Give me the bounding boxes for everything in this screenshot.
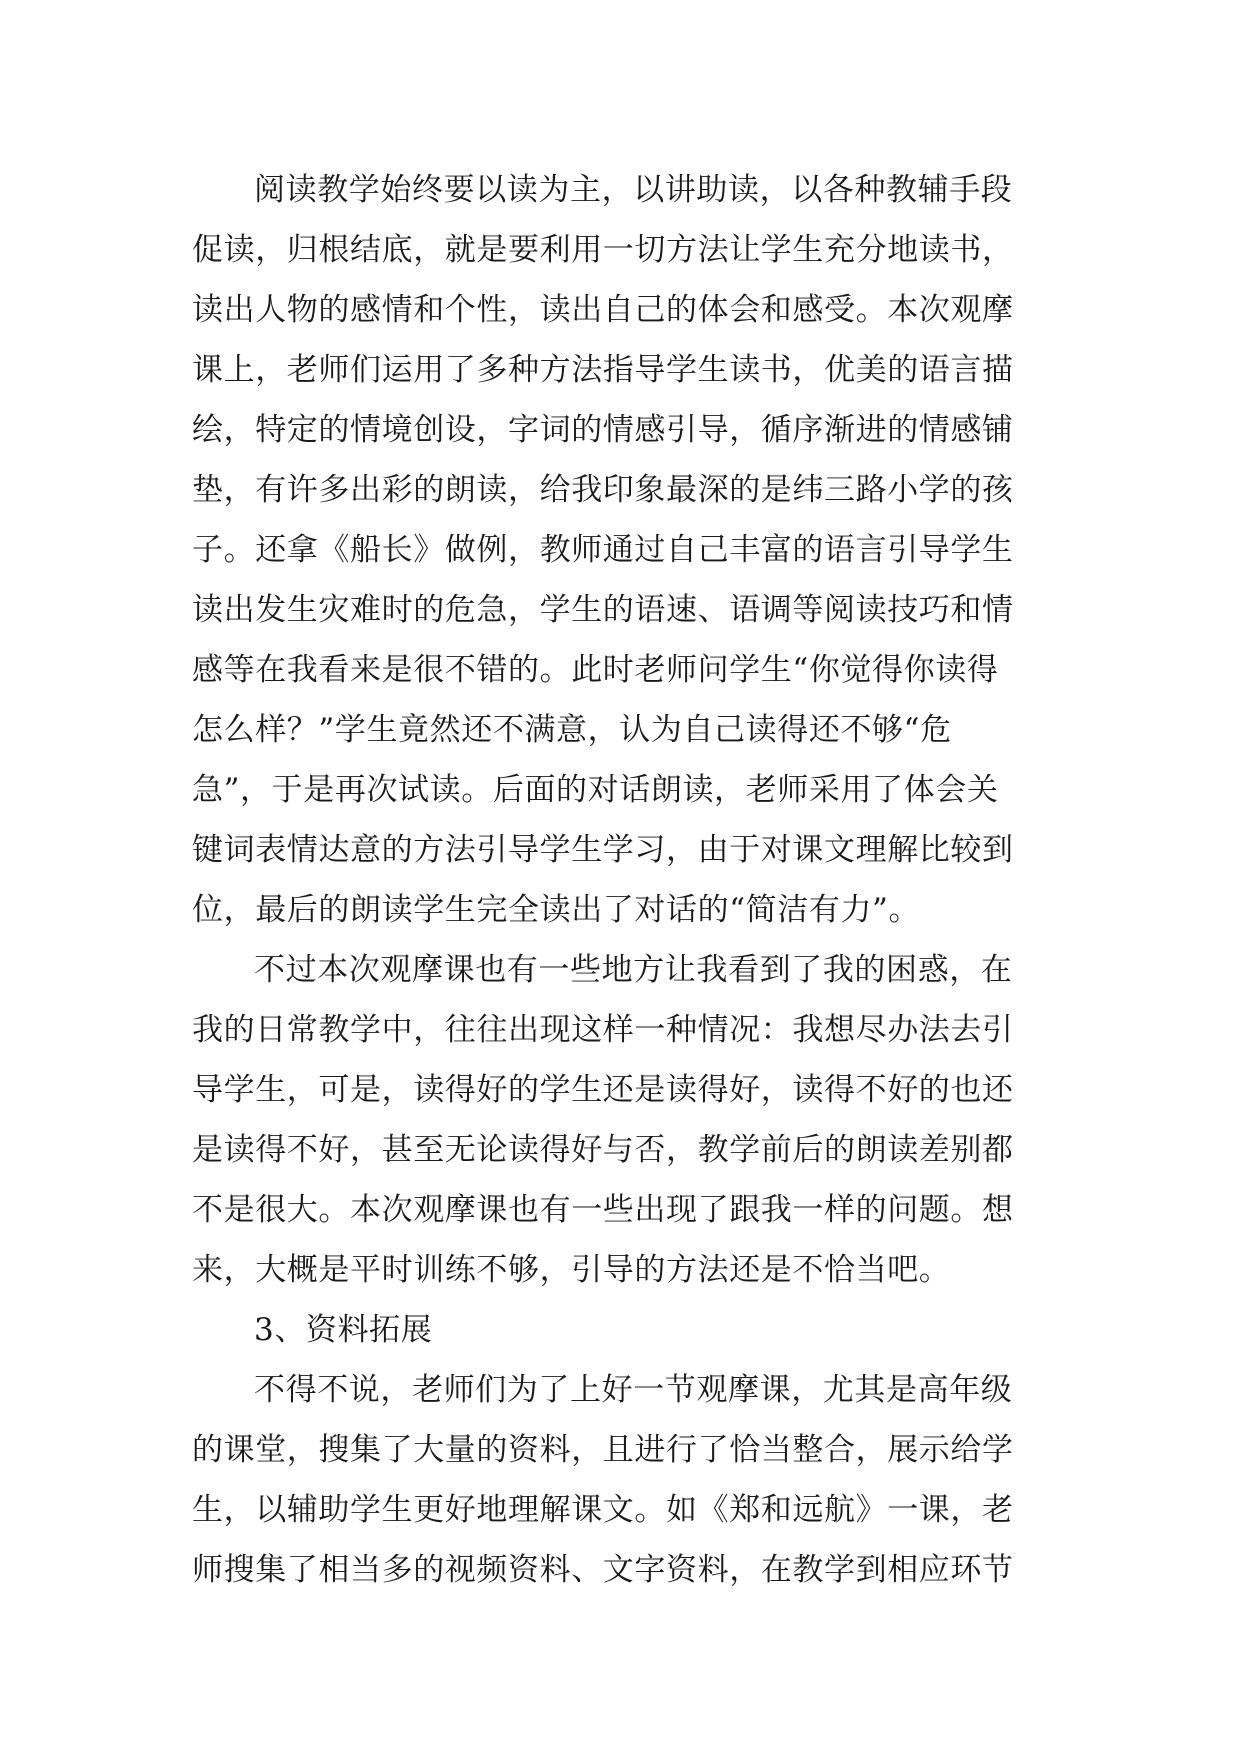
text-line: 感等在我看来是很不错的。此时老师问学生“你觉得你读得 — [192, 652, 999, 688]
text-line: 急”，于是再次试读。后面的对话朗读，老师采用了体会关 — [192, 772, 999, 808]
text-line: 我的日常教学中，往往出现这样一种情况：我想尽办法去引 — [192, 1012, 1014, 1048]
text-line: 读出人物的感情和个性，读出自己的体会和感受。本次观摩 — [192, 292, 1014, 328]
text-line: 不得不说，老师们为了上好一节观摩课，尤其是高年级 — [254, 1372, 1013, 1408]
text-line: 的课堂，搜集了大量的资料，且进行了恰当整合，展示给学 — [192, 1432, 1014, 1468]
text-line: 绘，特定的情境创设，字词的情感引导，循序渐进的情感铺 — [192, 412, 1014, 448]
text-line: 师搜集了相当多的视频资料、文字资料，在教学到相应环节 — [192, 1552, 1014, 1588]
text-line: 生，以辅助学生更好地理解课文。如《郑和远航》一课，老 — [192, 1492, 1014, 1528]
text-line: 来，大概是平时训练不够，引导的方法还是不恰当吧。 — [192, 1252, 951, 1288]
text-line: 阅读教学始终要以读为主，以讲助读，以各种教辅手段 — [254, 172, 1013, 208]
text-line: 是读得不好，甚至无论读得好与否，教学前后的朗读差别都 — [192, 1132, 1014, 1168]
text-line: 键词表情达意的方法引导学生学习，由于对课文理解比较到 — [192, 832, 1014, 868]
text-line: 课上，老师们运用了多种方法指导学生读书，优美的语言描 — [192, 352, 1014, 388]
text-line: 怎么样？”学生竟然还不满意，认为自己读得还不够“危 — [192, 712, 952, 748]
text-line: 不过本次观摩课也有一些地方让我看到了我的困惑，在 — [254, 952, 1013, 988]
section-heading: 3、资料拓展 — [254, 1312, 433, 1348]
text-line: 位，最后的朗读学生完全读出了对话的“简洁有力”。 — [192, 892, 921, 928]
text-line: 垫，有许多出彩的朗读，给我印象最深的是纬三路小学的孩 — [192, 472, 1014, 508]
text-line: 促读，归根结底，就是要利用一切方法让学生充分地读书， — [192, 232, 1014, 268]
text-line: 导学生，可是，读得好的学生还是读得好，读得不好的也还 — [192, 1072, 1014, 1108]
text-line: 子。还拿《船长》做例，教师通过自己丰富的语言引导学生 — [192, 532, 1014, 568]
text-line: 读出发生灾难时的危急，学生的语速、语调等阅读技巧和情 — [192, 592, 1014, 628]
text-line: 不是很大。本次观摩课也有一些出现了跟我一样的问题。想 — [192, 1192, 1014, 1228]
